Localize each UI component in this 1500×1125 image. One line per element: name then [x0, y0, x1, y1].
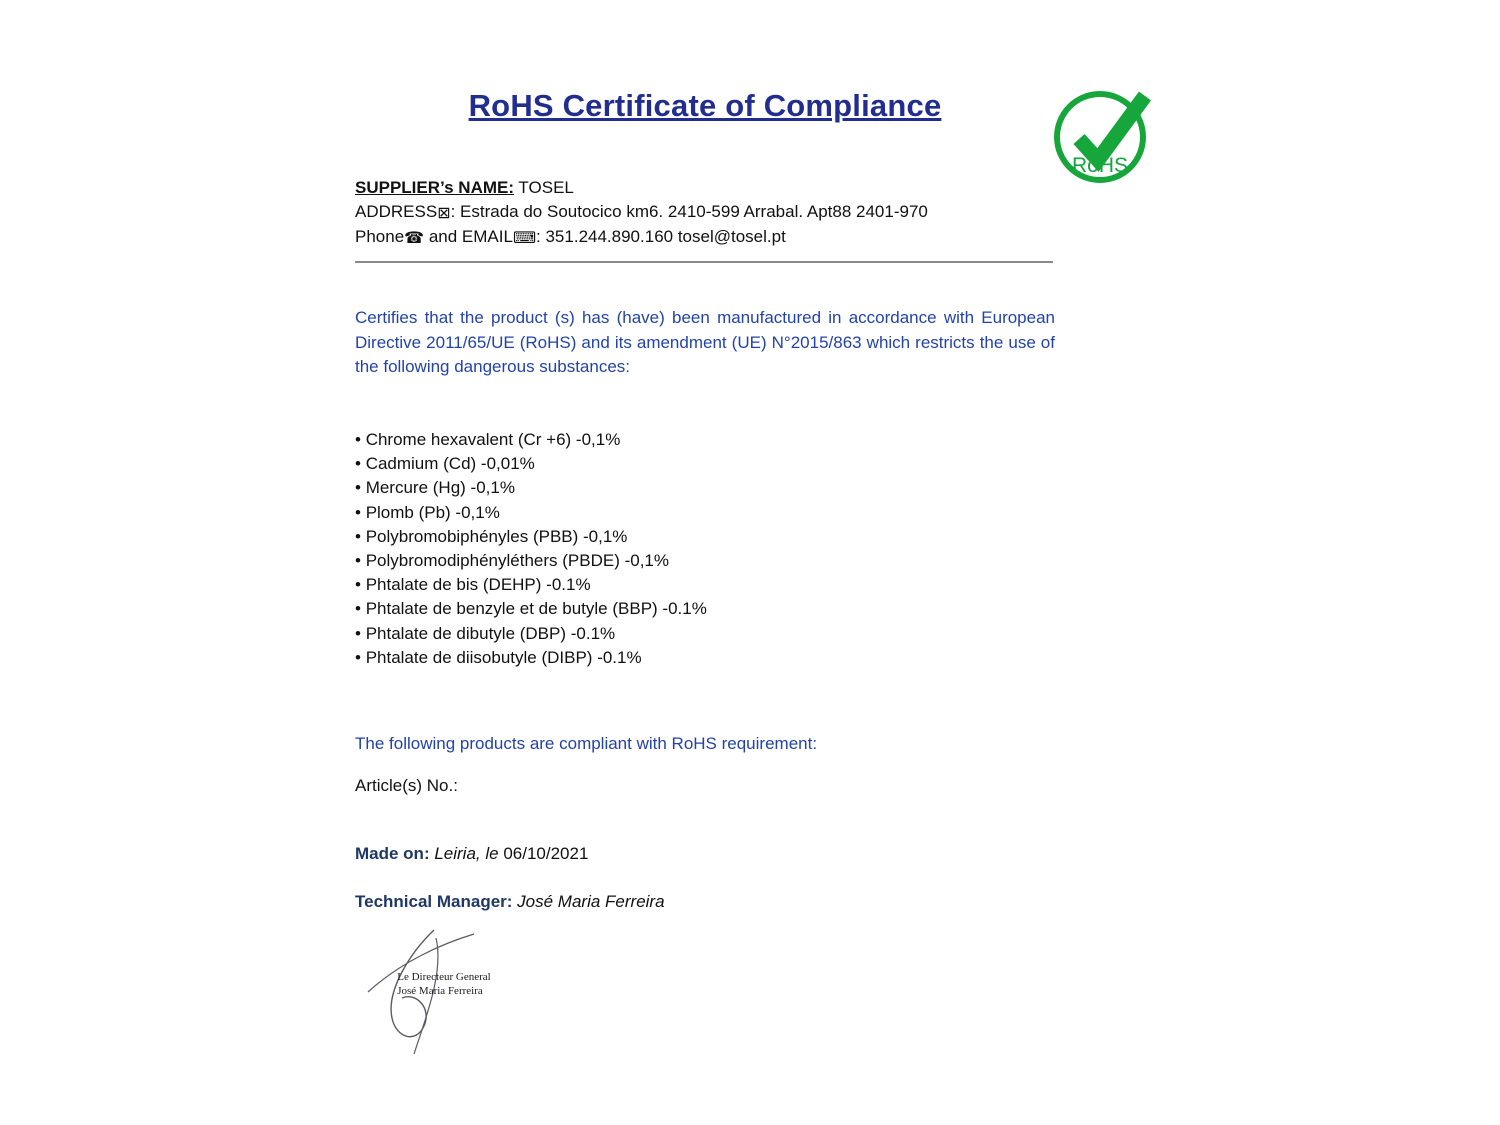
made-on-place: Leiria, le — [429, 844, 504, 863]
technical-manager-name: José Maria Ferreira — [512, 892, 665, 911]
technical-manager-label: Technical Manager: — [355, 892, 513, 911]
supplier-block — [355, 176, 1055, 250]
supplier-address-line — [355, 200, 1055, 225]
substance-item: • Polybromodiphényléthers (PBDE) -0,1% — [355, 549, 1055, 573]
rohs-logo-label: RoHS — [1071, 154, 1129, 177]
substance-item: • Mercure (Hg) -0,1% — [355, 476, 1055, 500]
substance-item: • Phtalate de dibutyle (DBP) -0.1% — [355, 622, 1055, 646]
substance-item: • Phtalate de benzyle et de butyle (BBP) -0.1% — [355, 597, 1055, 621]
certification-paragraph: Certifies that the product (s) has (have) been manufactured in accordance with European Directive 2011/65/UE (RoHS) and its amendment (UE) N°2015/863 which restricts the use of the following dangerous substances: — [355, 308, 1055, 376]
keyboard-icon: ⌨ — [512, 230, 537, 247]
supplier-name-label: SUPPLIER’s NAME: — [355, 178, 515, 197]
horizontal-divider — [355, 261, 1053, 263]
substance-list — [355, 428, 1055, 670]
rohs-logo — [1053, 82, 1153, 188]
address-value: : Estrada do Soutocico km6. 2410-599 Arrabal. Apt88 2401-970 — [450, 202, 928, 221]
supplier-name-value: TOSEL — [514, 178, 574, 197]
page-title: RoHS Certificate of Compliance — [468, 88, 942, 123]
made-on-line — [355, 844, 588, 864]
rohs-logo-checkmark-icon — [1079, 96, 1145, 160]
signature-scribble — [368, 934, 474, 992]
envelope-icon: ⊠ — [437, 205, 451, 222]
signature-scribble — [391, 930, 434, 1037]
phone-icon: ☎ — [404, 230, 425, 247]
technical-manager-line — [355, 892, 665, 912]
substance-item: • Phtalate de diisobutyle (DIBP) -0.1% — [355, 646, 1055, 670]
substance-item: • Polybromobiphényles (PBB) -0,1% — [355, 525, 1055, 549]
signature-block — [356, 922, 536, 1062]
contact-value: : 351.244.890.160 tosel@tosel.pt — [536, 227, 786, 246]
substance-item: • Chrome hexavalent (Cr +6) -0,1% — [355, 428, 1055, 452]
signature-name: José Maria Ferreira — [397, 985, 483, 997]
compliance-statement: The following products are compliant with RoHS requirement: — [355, 734, 818, 753]
substance-item: • Phtalate de bis (DEHP) -0.1% — [355, 573, 1055, 597]
article-number-label: Article(s) No.: — [355, 776, 458, 795]
supplier-name-line — [355, 176, 1055, 200]
email-label: and EMAIL — [424, 227, 513, 246]
substance-item: • Plomb (Pb) -0,1% — [355, 501, 1055, 525]
made-on-date: 06/10/2021 — [503, 844, 589, 863]
address-label: ADDRESS — [355, 202, 438, 221]
substance-item: • Cadmium (Cd) -0,01% — [355, 452, 1055, 476]
made-on-label: Made on: — [355, 844, 430, 863]
supplier-contact-line — [355, 225, 1055, 250]
signature-title: Le Directeur General — [397, 971, 491, 983]
phone-label: Phone — [355, 227, 405, 246]
